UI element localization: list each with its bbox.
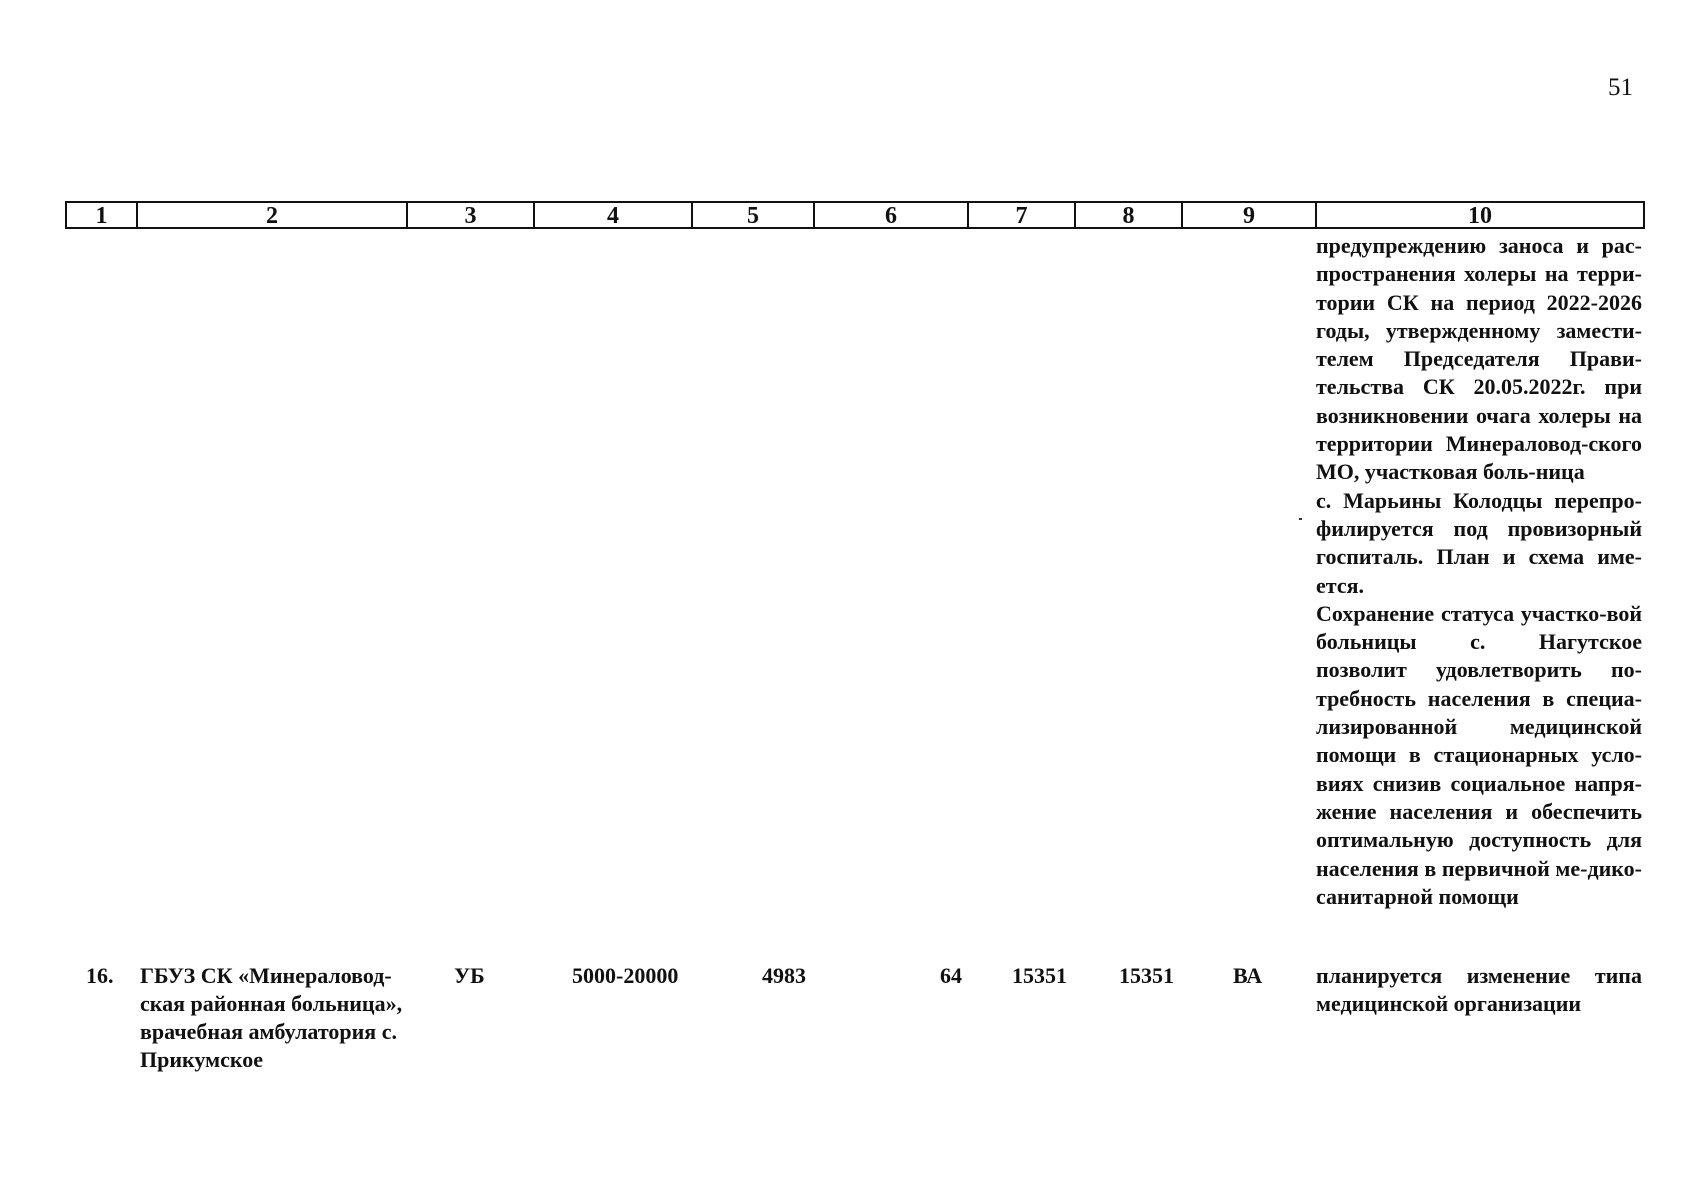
header-col-6: 6 xyxy=(815,203,969,227)
row-note-text: планируется изменение типа медицинской организации xyxy=(1316,963,1642,1016)
organization-name xyxy=(140,962,410,1074)
population-range: 5000-20000 xyxy=(572,963,679,988)
continuation-note-paragraph: Сохранение статуса участко-вой больницы с. Нагутское позволит удовлетворить по-требность населения в специа-лизированной медицинской помощи в стационарных усло-виях снизив социальное напря-жение населения и обеспечить оптимальную доступность для населения в первичной ме-дико-санитарной помощи xyxy=(1316,600,1642,909)
table-header-row xyxy=(65,201,1645,229)
header-col-8: 8 xyxy=(1076,203,1183,227)
category-value: ВА xyxy=(1233,963,1263,988)
row-number: 16. xyxy=(86,963,114,988)
header-col-9: 9 xyxy=(1183,203,1317,227)
page-number: 51 xyxy=(1608,74,1633,101)
col7-value: 15351 xyxy=(1012,963,1067,988)
scan-speck xyxy=(1299,518,1302,520)
col8-value: 15351 xyxy=(1119,963,1174,988)
header-col-3: 3 xyxy=(408,203,535,227)
continuation-note-paragraph: предупреждению заноса и рас-пространения холеры на терри-тории СК на период 2022-2026 годы, утвержденному замести-телем Председателя Прави-тельства СК 20.05.2022г. при возникновении очага холеры на территории Минераловод-ского МО, участковая боль-ница xyxy=(1316,233,1642,485)
header-col-10: 10 xyxy=(1468,203,1492,229)
header-col-2: 2 xyxy=(138,203,408,227)
continuation-note xyxy=(1316,232,1642,911)
header-col-5: 5 xyxy=(693,203,815,227)
row-note xyxy=(1316,962,1642,1018)
organization-type: УБ xyxy=(454,963,485,988)
header-col-1: 1 xyxy=(67,203,138,227)
organization-name-text: ГБУЗ СК «Минераловод-ская районная больница», врачебная амбулатория с. Прикумское xyxy=(140,963,403,1072)
header-col-4: 4 xyxy=(535,203,693,227)
population-value: 4983 xyxy=(762,963,806,988)
continuation-note-paragraph: с. Марьины Колодцы перепро-филируется под провизорный госпиталь. План и схема име-ется. xyxy=(1316,487,1642,598)
distance-value: 64 xyxy=(940,963,962,988)
header-col-7: 7 xyxy=(969,203,1076,227)
